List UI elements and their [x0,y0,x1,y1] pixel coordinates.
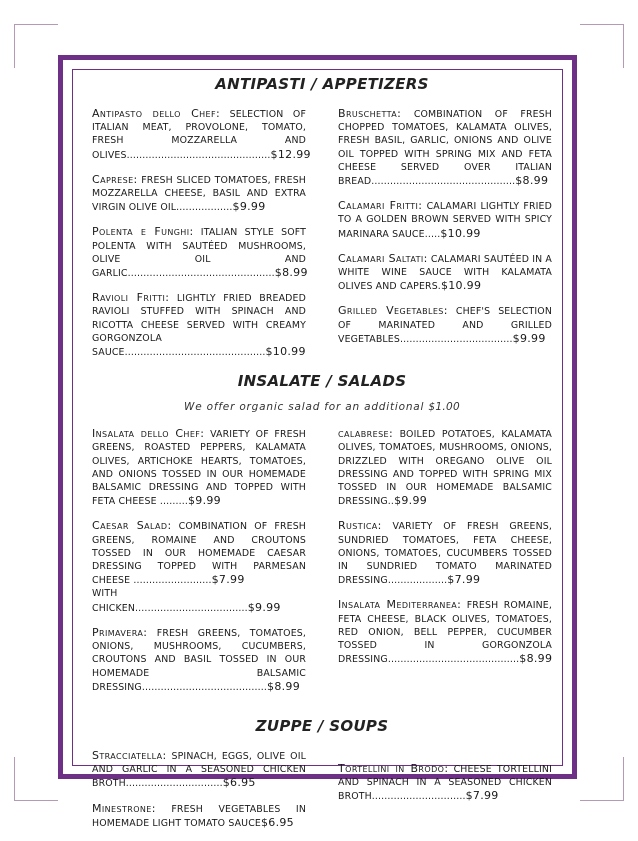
item-price: $7.99 [465,789,499,803]
item-name: Antipasto dello Chef: [92,107,221,120]
item-description: CALAMARI SAUTÉED IN A WHITE WINE SAUCE WITH KALAMATA OLIVES AND CAPERS. [338,253,552,293]
menu-item [338,519,552,587]
menu-item [338,304,552,346]
item-name: Bruschetta: [338,107,402,120]
item-name: Calamari Fritti: [338,199,423,213]
item-description: FRESH VEGETABLES IN HOMEMADE LIGHT TOMATO SAUCE [92,803,306,829]
item-description: CHEESE TORTELLINI AND SPINACH IN A SEASONED CHICKEN BROTH [338,763,552,803]
item-dots: ......... [159,496,188,508]
item-name: Polenta e Funghi: [92,225,194,239]
item-extra-description: WITH CHICKEN [92,588,136,614]
zuppe-right-column [338,749,552,841]
section-title-insalate: INSALATE / SALADS [237,372,407,391]
item-name: Caprese: [92,172,138,186]
item-description: VARIETY OF FRESH GREENS, SUNDRIED TOMATOES, FETA CHEESE, ONIONS, TOMATOES, CUCUMBERS TOSSED IN SUNDRIED TOMATO MARINATED DRESSING [338,521,552,587]
item-dots: .............................................. [371,176,516,188]
item-description: SPINACH, EGGS, OLIVE OIL AND GARLIC IN A SEASONED CHICKEN BROTH [92,750,306,790]
organic-salad-note [92,401,552,413]
item-dots: .......................................... [387,654,520,666]
insalate-left-column [92,427,306,705]
item-name: calabrese: [338,427,394,441]
item-price: $9.99 [394,494,428,508]
menu-item [92,225,306,280]
menu-item [92,749,306,791]
item-name: Ravioli Fritti: [92,291,170,305]
corner-ornament [623,757,624,801]
menu-item [338,598,552,666]
item-dots: .................................... [135,602,248,614]
item-price: $8.99 [515,174,549,188]
zuppe-left-column [92,749,306,841]
antipasti-columns [92,107,552,370]
item-price: $8.99 [267,679,301,693]
insalate-right-column [338,427,552,705]
item-price: $12.99 [270,147,311,161]
item-dots: ................... [387,575,448,587]
section-title-zuppe: ZUPPE / SOUPS [255,716,389,735]
item-dots: .................. [176,202,233,214]
item-price: $6.95 [260,815,294,829]
item-name: Insalata Mediterranea: [338,598,462,612]
item-dots: ........................................ [141,681,268,693]
menu-item [92,519,306,614]
item-name: Grilled Vegetables: [338,304,448,318]
corner-ornament [14,800,58,801]
item-description: CALAMARI LIGHTLY FRIED TO A GOLDEN BROWN SERVED WITH SPICY MARINARA SAUCE [338,201,552,240]
item-description: ITALIAN STYLE SOFT POLENTA WITH SAUTÉED MUSHROOMS, OLIVE OIL AND GARLIC [92,227,306,280]
corner-ornament [14,757,15,801]
menu-page [92,70,552,841]
corner-ornament [623,24,624,68]
menu-item [92,291,306,359]
antipasti-left-column [92,107,311,370]
item-dots: ............................... [125,778,223,790]
item-description: FRESH SLICED TOMATOES, FRESH MOZZARELLA CHEESE, BASIL AND EXTRA VIRGIN OLIVE OIL [92,174,306,214]
corner-ornament [580,24,624,25]
item-description: BOILED POTATOES, KALAMATA OLIVES, TOMATOES, MUSHROOMS, ONIONS, DRIZZLED WITH OREGANO OLIVE OIL DRESSING AND TOPPED WITH SPRING MIX TOSSED IN OUR HOMEMADE BALSAMIC DRESSING.. [338,429,552,508]
item-dots: ......................... [133,575,212,587]
menu-item [92,626,306,694]
item-name: Caesar Salad: [92,519,172,533]
menu-item [338,427,552,508]
antipasti-right-column [338,107,552,370]
item-name: Stracciatella: [92,748,167,762]
item-name: Tortellini in Brodo: [338,761,449,775]
item-price: $10.99 [265,345,306,359]
item-dots: .................................... [399,333,513,345]
menu-item [338,762,552,804]
corner-ornament [580,800,624,801]
item-dots: ..... [424,228,441,240]
item-description: FRESH GREENS, TOMATOES, ONIONS, MUSHROOMS, CUCUMBERS, CROUTONS AND BASIL TOSSED IN OUR HOMEMADE BALSAMIC DRESSING [92,627,306,693]
item-description: CHEF'S SELECTION OF MARINATED AND GRILLED VEGETABLES [338,306,552,345]
item-description: FRESH ROMAINE, FETA CHEESE, BLACK OLIVES, TOMATOES, RED ONION, BELL PEPPER, CUCUMBER TOSSED IN GORGONZOLA DRESSING [338,600,552,666]
item-name: Insalata dello Chef: [92,427,205,441]
item-name: Primavera: [92,625,148,639]
item-dots: .............................................. [126,149,271,161]
corner-ornament [14,24,58,25]
item-description: VARIETY OF FRESH GREENS, ROASTED PEPPERS, KALAMATA OLIVES, ARTICHOKE HEARTS, TOMATOES, AND ONIONS TOSSED IN OUR HOMEMADE BALSAMIC DRESSING AND TOPPED WITH FETA CHEESE [92,429,306,508]
item-price: $8.99 [519,652,553,666]
item-dots: ............................................... [127,268,275,280]
menu-item [92,173,306,215]
item-extra-price: $9.99 [247,600,281,614]
item-price: $10.99 [440,279,482,293]
item-name: Minestrone: [92,801,156,815]
item-description: COMBINATION OF FRESH GREENS, ROMAINE AND CROUTONS TOSSED IN OUR HOMEMADE CAESAR DRESSING TOPPED WITH PARMESAN CHEESE [92,521,306,587]
item-description: COMBINATION OF FRESH CHOPPED TOMATOES, KALAMATA OLIVES, FRESH BASIL, GARLIC, ONIONS AND OLIVE OIL TOPPED WITH SPRING MIX AND FETA CHEESE SERVED OVER ITALIAN BREAD [338,109,552,188]
item-description: SELECTION OF ITALIAN MEAT, PROVOLONE, TOMATO, FRESH MOZZARELLA AND OLIVES [92,109,306,161]
item-price: $6.95 [222,776,256,790]
item-price: $9.99 [232,200,266,214]
menu-item [338,252,552,294]
menu-item [92,107,311,162]
item-description: LIGHTLY FRIED BREADED RAVIOLI STUFFED WITH SPINACH AND RICOTTA CHEESE SERVED WITH CREAMY GORGONZOLA SAUCE [92,293,306,359]
item-price: $9.99 [512,331,546,345]
item-name: Rustica: [338,519,382,533]
item-price: $9.99 [187,494,221,508]
insalate-columns [92,427,552,705]
item-name: Calamari Saltati: [338,251,428,265]
item-price: $7.99 [447,573,481,587]
note-price: $1.00 [428,401,460,414]
section-title-antipasti: ANTIPASTI / APPETIZERS [215,75,429,93]
item-price: $10.99 [440,226,481,240]
menu-item [338,199,552,241]
item-dots: ............................................. [124,347,266,359]
menu-item [338,107,552,188]
item-dots: .............................. [371,791,466,803]
note-text: We offer organic salad for an additional [184,401,429,414]
zuppe-columns [92,749,552,841]
menu-item [92,427,306,508]
menu-item [92,802,306,830]
item-price: $8.99 [274,266,308,280]
corner-ornament [14,24,15,68]
item-price: $7.99 [211,573,245,587]
